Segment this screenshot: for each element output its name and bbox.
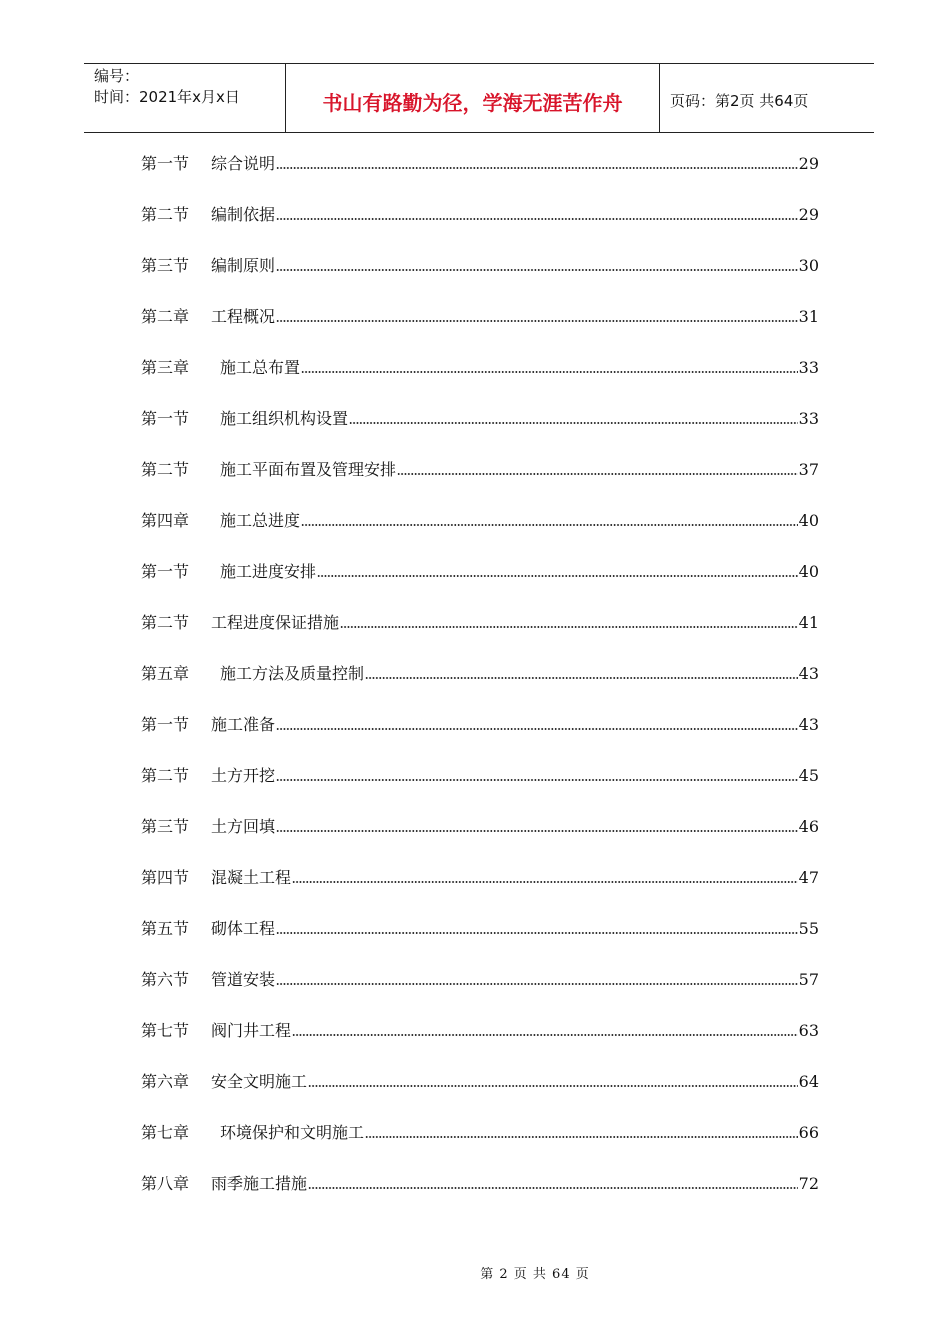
toc-entry-page: 43 xyxy=(798,664,819,683)
toc-entry[interactable] xyxy=(141,510,819,532)
toc-entry-title: 阀门井工程 xyxy=(211,1021,292,1040)
toc-entry[interactable] xyxy=(141,714,819,736)
page-header xyxy=(84,63,874,133)
toc-dot-leader xyxy=(276,268,798,272)
toc-entry[interactable] xyxy=(141,867,819,889)
toc-entry-title: 编制依据 xyxy=(211,205,276,224)
toc-dot-leader xyxy=(365,676,798,680)
toc-entry-page: 40 xyxy=(798,562,819,581)
toc-entry-title: 土方回填 xyxy=(211,817,276,836)
header-page-info: 页码：第2页 共64页 xyxy=(670,91,809,110)
toc-entry[interactable] xyxy=(141,816,819,838)
toc-entry-title: 施工总布置 xyxy=(220,358,301,377)
toc-entry-number: 第五章 xyxy=(141,664,190,683)
toc-dot-leader xyxy=(276,931,798,935)
toc-entry-number: 第一节 xyxy=(141,715,190,734)
toc-entry-page: 41 xyxy=(798,613,819,632)
toc-dot-leader xyxy=(340,625,798,629)
toc-entry-page: 55 xyxy=(798,919,819,938)
toc-dot-leader xyxy=(276,982,798,986)
toc-entry-page: 46 xyxy=(798,817,819,836)
toc-entry[interactable] xyxy=(141,918,819,940)
toc-entry-page: 64 xyxy=(798,1072,819,1091)
toc-entry-number: 第二节 xyxy=(141,766,190,785)
toc-entry[interactable] xyxy=(141,969,819,991)
toc-entry-number: 第四章 xyxy=(141,511,190,530)
toc-entry-number: 第三章 xyxy=(141,358,190,377)
toc-entry-number: 第一节 xyxy=(141,154,190,173)
toc-entry-number: 第二节 xyxy=(141,205,190,224)
toc-entry-title: 施工方法及质量控制 xyxy=(220,664,365,683)
toc-entry[interactable] xyxy=(141,204,819,226)
header-motto: 书山有路勤为径，学海无涯苦作舟 xyxy=(286,64,660,132)
toc-entry-title: 综合说明 xyxy=(211,154,276,173)
toc-entry-page: 66 xyxy=(798,1123,819,1142)
toc-entry-title: 施工平面布置及管理安排 xyxy=(220,460,397,479)
toc-entry-title: 雨季施工措施 xyxy=(211,1174,308,1193)
toc-entry-title: 工程进度保证措施 xyxy=(211,613,340,632)
toc-entry-page: 45 xyxy=(798,766,819,785)
toc-entry[interactable] xyxy=(141,459,819,481)
toc-entry-title: 土方开挖 xyxy=(211,766,276,785)
toc-entry-page: 31 xyxy=(798,307,819,326)
toc-entry-title: 施工总进度 xyxy=(220,511,301,530)
toc-entry-page: 29 xyxy=(798,154,819,173)
toc-dot-leader xyxy=(308,1084,798,1088)
toc-entry-title: 安全文明施工 xyxy=(211,1072,308,1091)
toc-entry-number: 第四节 xyxy=(141,868,190,887)
toc-entry-number: 第六节 xyxy=(141,970,190,989)
toc-entry-number: 第二节 xyxy=(141,460,190,479)
toc-entry-number: 第二节 xyxy=(141,613,190,632)
toc-entry-number: 第七章 xyxy=(141,1123,190,1142)
toc-dot-leader xyxy=(308,1186,798,1190)
toc-entry-page: 30 xyxy=(798,256,819,275)
toc-entry-page: 43 xyxy=(798,715,819,734)
header-date: 时间：2021年x月x日 xyxy=(94,88,240,106)
toc-entry[interactable] xyxy=(141,1020,819,1042)
header-meta xyxy=(84,64,286,132)
toc-entry-title: 施工进度安排 xyxy=(220,562,317,581)
toc-entry-page: 33 xyxy=(798,358,819,377)
toc-dot-leader xyxy=(276,778,798,782)
toc-entry-number: 第三节 xyxy=(141,817,190,836)
toc-dot-leader xyxy=(276,829,798,833)
toc-entry-title: 混凝土工程 xyxy=(211,868,292,887)
toc-entry[interactable] xyxy=(141,357,819,379)
toc-entry-page: 29 xyxy=(798,205,819,224)
toc-dot-leader xyxy=(276,319,798,323)
toc-dot-leader xyxy=(301,523,798,527)
toc-entry-title: 环境保护和文明施工 xyxy=(220,1123,365,1142)
toc-entry[interactable] xyxy=(141,663,819,685)
toc-entry-title: 编制原则 xyxy=(211,256,276,275)
toc-dot-leader xyxy=(292,1033,798,1037)
toc-entry-page: 72 xyxy=(798,1174,819,1193)
header-code-label: 编号： xyxy=(94,67,140,85)
toc-dot-leader xyxy=(397,472,798,476)
toc-entry-number: 第一节 xyxy=(141,562,190,581)
toc-entry-number: 第五节 xyxy=(141,919,190,938)
toc-entry-number: 第六章 xyxy=(141,1072,190,1091)
toc-entry-number: 第七节 xyxy=(141,1021,190,1040)
toc-dot-leader xyxy=(317,574,798,578)
toc-entry-page: 37 xyxy=(798,460,819,479)
toc-entry-page: 40 xyxy=(798,511,819,530)
toc-entry-title: 砌体工程 xyxy=(211,919,276,938)
toc-entry-title: 工程概况 xyxy=(211,307,276,326)
toc-entry-number: 第二章 xyxy=(141,307,190,326)
toc-entry[interactable] xyxy=(141,255,819,277)
toc-entry[interactable] xyxy=(141,1122,819,1144)
page-footer: 第 2 页 共 64 页 xyxy=(480,1267,590,1282)
toc-entry[interactable] xyxy=(141,612,819,634)
toc-entry[interactable] xyxy=(141,561,819,583)
toc-entry-page: 33 xyxy=(798,409,819,428)
toc-entry[interactable] xyxy=(141,1173,819,1195)
toc-entry-number: 第一节 xyxy=(141,409,190,428)
toc-dot-leader xyxy=(276,217,798,221)
toc-entry[interactable] xyxy=(141,1071,819,1093)
toc-entry-page: 63 xyxy=(798,1021,819,1040)
toc-entry-page: 57 xyxy=(798,970,819,989)
toc-dot-leader xyxy=(365,1135,798,1139)
toc-entry-number: 第三节 xyxy=(141,256,190,275)
toc-entry[interactable] xyxy=(141,306,819,328)
toc-entry-page: 47 xyxy=(798,868,819,887)
toc-entry-number: 第八章 xyxy=(141,1174,190,1193)
toc-dot-leader xyxy=(349,421,798,425)
toc-entry-title: 施工准备 xyxy=(211,715,276,734)
toc-dot-leader xyxy=(276,727,798,731)
toc-dot-leader xyxy=(276,166,798,170)
toc-dot-leader xyxy=(301,370,798,374)
toc-entry[interactable] xyxy=(141,153,819,175)
toc-entry-title: 管道安装 xyxy=(211,970,276,989)
toc-entry[interactable] xyxy=(141,765,819,787)
toc-dot-leader xyxy=(292,880,798,884)
toc-entry[interactable] xyxy=(141,408,819,430)
toc-entry-title: 施工组织机构设置 xyxy=(220,409,349,428)
